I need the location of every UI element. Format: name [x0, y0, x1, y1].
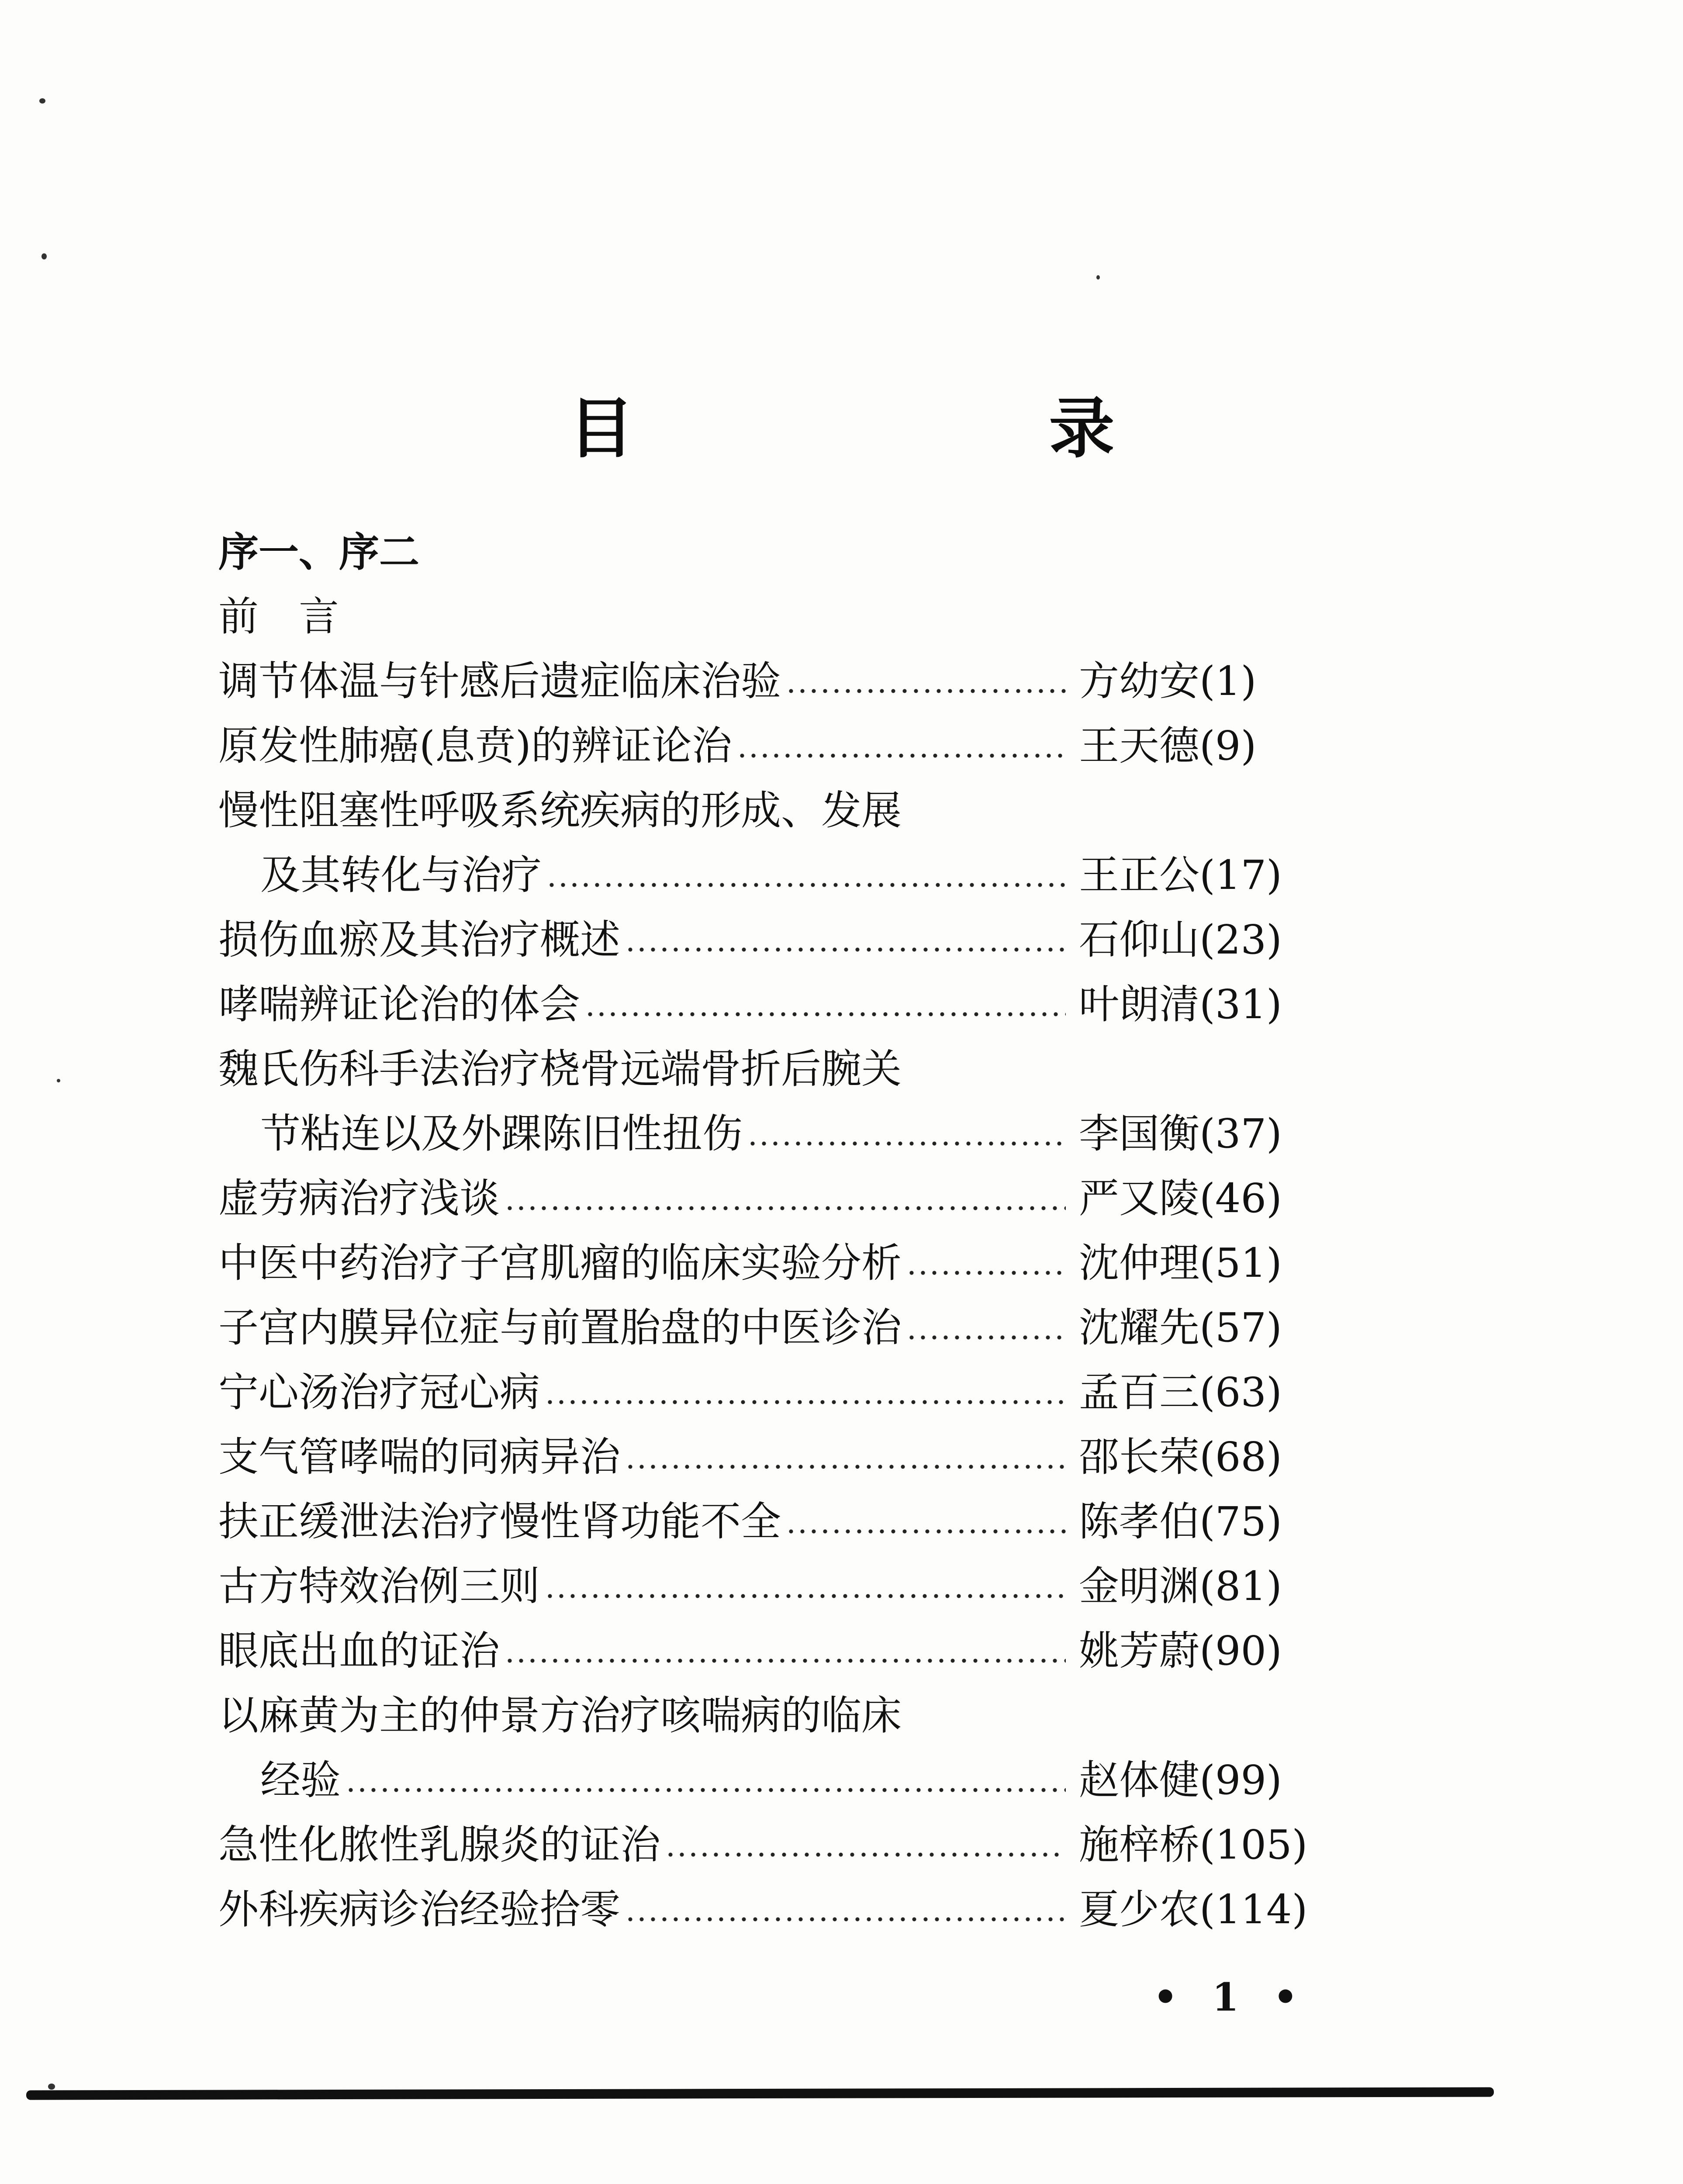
- toc-entry-title: 支气管哮喘的同病异治: [218, 1434, 621, 1480]
- toc-entry-title-line: [218, 1037, 1337, 1102]
- dot-leader: [504, 1206, 1066, 1210]
- page-title: 目 录: [568, 391, 1289, 467]
- toc-entry-page: 57: [1215, 1304, 1266, 1351]
- dot-leader: [906, 1335, 1066, 1340]
- toc-entry: [218, 1166, 1337, 1231]
- dot-leader: [504, 1659, 1066, 1663]
- scan-speck: [39, 98, 45, 104]
- toc-entry-page: 63: [1215, 1369, 1266, 1416]
- toc-entry: [218, 1231, 1337, 1296]
- dot-leader: [747, 1141, 1066, 1146]
- toc-entry: [218, 843, 1337, 908]
- toc-entry-page: 90: [1215, 1628, 1266, 1674]
- bottom-rule: [26, 2087, 1494, 2100]
- toc-entry-author-page: 沈耀先(57): [1079, 1304, 1282, 1351]
- toc-entry-title: 慢性阻塞性呼吸系统疾病的形成、发展: [218, 787, 902, 834]
- toc-entry-title-line: [218, 1683, 1337, 1748]
- toc-entry-title: 虚劳病治疗浅谈: [218, 1175, 500, 1222]
- scan-speck: [41, 253, 47, 259]
- toc-entry-page: 75: [1215, 1498, 1266, 1545]
- toc-entry-page: 31: [1215, 981, 1266, 1028]
- dot-leader: [665, 1852, 1066, 1857]
- toc-entry-page: 105: [1215, 1821, 1292, 1868]
- toc-entry-author-page: 姚芳蔚(90): [1079, 1628, 1282, 1674]
- toc-entry-page: 37: [1215, 1110, 1266, 1157]
- toc-entry-title: 宁心汤治疗冠心病: [218, 1369, 540, 1416]
- toc-entry: [218, 1489, 1337, 1554]
- toc-entry-page: 68: [1215, 1434, 1266, 1480]
- scan-speck: [1096, 275, 1100, 280]
- toc-entry-author-page: 王正公(17): [1079, 852, 1282, 898]
- toc-entry-author-page: 沈仲理(51): [1079, 1240, 1282, 1286]
- toc-entry-author: 沈仲理: [1079, 1240, 1200, 1286]
- scan-speck: [48, 2084, 55, 2090]
- toc-entry-page: 99: [1215, 1757, 1266, 1804]
- toc-entry-author: 陈孝伯: [1079, 1498, 1200, 1545]
- toc-entry-author: 姚芳蔚: [1079, 1628, 1200, 1674]
- toc-entry-title: 哮喘辨证论治的体会: [218, 981, 581, 1028]
- table-of-contents: [218, 520, 1337, 1942]
- toc-entry-author: 方幼安: [1079, 658, 1200, 705]
- toc-entry-author-page: 严又陵(46): [1079, 1175, 1282, 1222]
- toc-entry: [218, 908, 1337, 972]
- toc-entry-author-page: 赵体健(99): [1079, 1757, 1282, 1804]
- page-number: • 1 •: [1153, 1974, 1308, 2020]
- toc-entry-title: 中医中药治疗子宫肌瘤的临床实验分析: [218, 1240, 902, 1286]
- toc-entry-page: 23: [1215, 916, 1266, 963]
- toc-entry-page: 46: [1215, 1175, 1266, 1222]
- toc-entry-author: 孟百三: [1079, 1369, 1200, 1416]
- toc-entry-title: 损伤血瘀及其治疗概述: [218, 916, 621, 963]
- toc-entry: [218, 1619, 1337, 1683]
- dot-leader: [584, 1012, 1066, 1016]
- dot-leader: [736, 753, 1066, 758]
- scan-speck: [57, 1079, 60, 1082]
- toc-entry-author-page: 陈孝伯(75): [1079, 1498, 1282, 1545]
- dot-leader: [345, 1788, 1066, 1792]
- toc-entry-title: 以麻黄为主的仲景方治疗咳喘病的临床: [218, 1692, 902, 1739]
- toc-front-matter: [218, 520, 1337, 584]
- toc-entry: [218, 1425, 1337, 1489]
- toc-entry-page: 17: [1215, 852, 1266, 898]
- toc-entry-title: 经验: [260, 1757, 341, 1804]
- toc-entry-page: 51: [1215, 1240, 1266, 1286]
- toc-entry-page: 1: [1215, 658, 1241, 705]
- toc-entry: [218, 1102, 1337, 1166]
- toc-entry: [218, 1748, 1337, 1813]
- toc-entry-author: 叶朗清: [1079, 981, 1200, 1028]
- toc-entry-author: 施梓桥: [1079, 1821, 1200, 1868]
- toc-front-matter-label: 前 言: [218, 593, 339, 640]
- toc-entry-author-page: 王天德(9): [1079, 722, 1257, 769]
- toc-entry-author-page: 金明渊(81): [1079, 1563, 1282, 1610]
- toc-entry: [218, 714, 1337, 778]
- toc-entry-author-page: 方幼安(1): [1079, 658, 1257, 705]
- dot-leader: [785, 1529, 1066, 1534]
- toc-entry-title: 调节体温与针感后遗症临床治验: [218, 658, 781, 705]
- toc-entry-page: 114: [1215, 1886, 1292, 1933]
- toc-entry-title: 外科疾病诊治经验拾零: [218, 1886, 621, 1933]
- toc-entry-author-page: 施梓桥(105): [1079, 1821, 1308, 1868]
- dot-leader: [906, 1271, 1066, 1275]
- toc-entry-author: 石仰山: [1079, 916, 1200, 963]
- toc-entry-author: 夏少农: [1079, 1886, 1200, 1933]
- toc-entry-author: 沈耀先: [1079, 1304, 1200, 1351]
- toc-entry-author: 金明渊: [1079, 1563, 1200, 1610]
- toc-entry: [218, 1554, 1337, 1619]
- toc-entry-author-page: 孟百三(63): [1079, 1369, 1282, 1416]
- toc-entry-author-page: 邵长荣(68): [1079, 1434, 1282, 1480]
- toc-entry-author: 李国衡: [1079, 1110, 1200, 1157]
- dot-leader: [625, 947, 1066, 952]
- toc-entry-author: 严又陵: [1079, 1175, 1200, 1222]
- toc-entry-title: 及其转化与治疗: [260, 852, 542, 898]
- toc-entry-title-line: [218, 778, 1337, 843]
- toc-front-matter-label: 序一、序二: [218, 529, 420, 576]
- toc-entry-author: 邵长荣: [1079, 1434, 1200, 1480]
- toc-entry-page: 81: [1215, 1563, 1266, 1610]
- toc-entry-title: 原发性肺癌(息贲)的辨证论治: [218, 722, 732, 769]
- toc-entry-title: 节粘连以及外踝陈旧性扭伤: [260, 1110, 743, 1157]
- toc-entry-title: 子宫内膜异位症与前置胎盘的中医诊治: [218, 1304, 902, 1351]
- dot-leader: [625, 1917, 1066, 1921]
- dot-leader: [785, 689, 1066, 693]
- toc-entry: [218, 1360, 1337, 1425]
- toc-entry: [218, 649, 1337, 714]
- toc-entry: [218, 1296, 1337, 1360]
- toc-entry-page: 9: [1215, 722, 1241, 769]
- dot-leader: [625, 1465, 1066, 1469]
- dot-leader: [544, 1400, 1066, 1404]
- toc-front-matter: [218, 584, 1337, 649]
- toc-entry-author: 王天德: [1079, 722, 1200, 769]
- toc-entry: [218, 972, 1337, 1037]
- toc-entry-author-page: 叶朗清(31): [1079, 981, 1282, 1028]
- dot-leader: [546, 883, 1066, 887]
- toc-entry-title: 眼底出血的证治: [218, 1628, 500, 1674]
- toc-entry-title: 扶正缓泄法治疗慢性肾功能不全: [218, 1498, 781, 1545]
- toc-entry-author-page: 李国衡(37): [1079, 1110, 1282, 1157]
- toc-entry-author-page: 石仰山(23): [1079, 916, 1282, 963]
- toc-entry-author-page: 夏少农(114): [1079, 1886, 1308, 1933]
- toc-entry-author: 赵体健: [1079, 1757, 1200, 1804]
- toc-entry-title: 古方特效治例三则: [218, 1563, 540, 1610]
- toc-entry: [218, 1813, 1337, 1877]
- dot-leader: [544, 1594, 1066, 1598]
- toc-entry-title: 急性化脓性乳腺炎的证治: [218, 1821, 661, 1868]
- toc-entry-title: 魏氏伤科手法治疗桡骨远端骨折后腕关: [218, 1046, 902, 1092]
- toc-entry-author: 王正公: [1079, 852, 1200, 898]
- toc-entry: [218, 1877, 1337, 1942]
